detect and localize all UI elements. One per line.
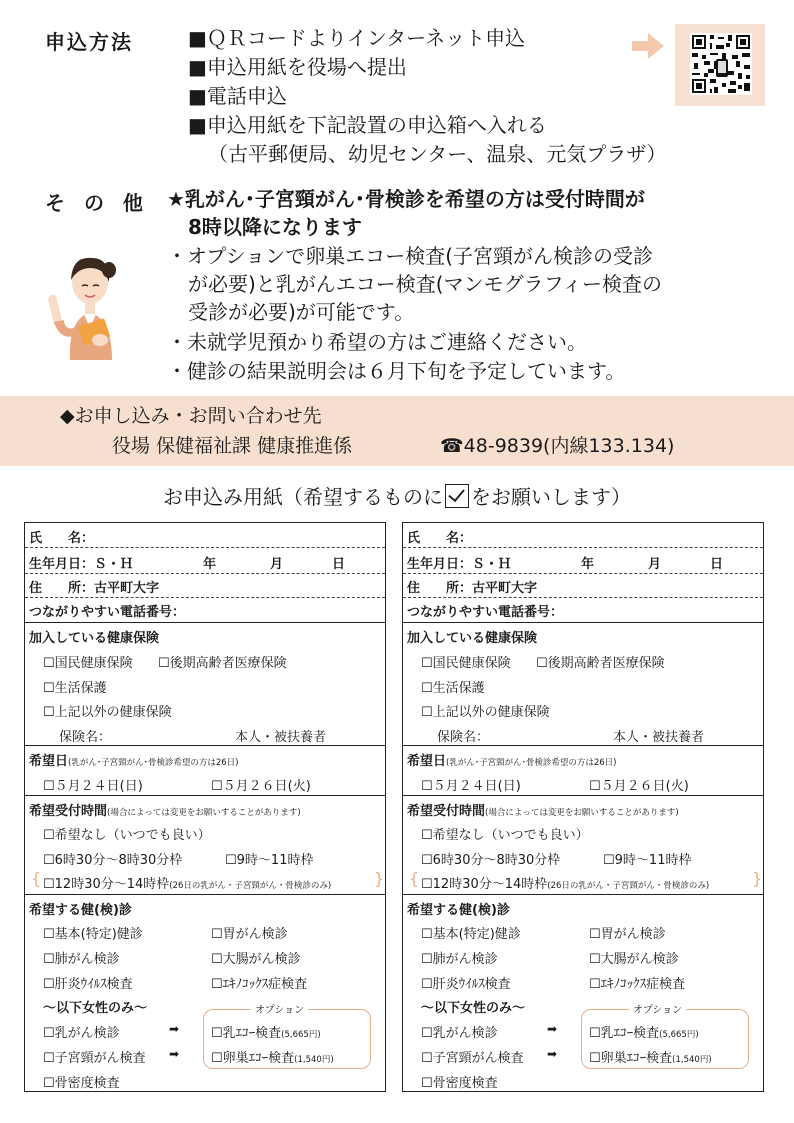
checkbox-echinococcus[interactable]: ☐ ｴｷﾉｺｯｸｽ症検査 xyxy=(589,973,685,992)
checkbox-time-1230[interactable]: ☐ 12時30分～14時枠(26日の乳がん・子宮頸がん・骨検診のみ) xyxy=(43,873,331,892)
checkbox-time-any[interactable]: ☐ 希望なし（いつでも良い） xyxy=(421,824,589,843)
checkbox-time-9[interactable]: ☐ 9時～11時枠 xyxy=(225,849,313,868)
dob-day: 日 xyxy=(332,557,346,572)
exam-heading: 希望する健(検)診 xyxy=(29,903,132,918)
address-field[interactable]: 住 所：古平町大字 xyxy=(407,581,538,596)
apply-method-qr: ■ＱＲコードよりインターネット申込 xyxy=(188,26,526,50)
dob-year: 年 xyxy=(581,557,595,572)
checkbox-breast-cancer[interactable]: ☐ 乳がん検診 xyxy=(421,1022,498,1041)
checkbox-time-9[interactable]: ☐ 9時～11時枠 xyxy=(603,849,691,868)
checkbox-other-insurance[interactable]: ☐ 上記以外の健康保険 xyxy=(43,701,172,720)
note-childcare: ・未就学児預かり希望の方はご連絡ください。 xyxy=(167,330,587,354)
phone-field[interactable]: つながりやすい電話番号： xyxy=(29,605,186,620)
checkbox-echinococcus[interactable]: ☐ ｴｷﾉｺｯｸｽ症検査 xyxy=(211,973,307,992)
arrow-right-icon: ➡ xyxy=(169,1047,180,1061)
dob-year: 年 xyxy=(203,557,217,572)
arrow-right-icon: ➡ xyxy=(547,1022,558,1036)
checkbox-date-24[interactable]: ☐ ５月２４日(日) xyxy=(421,775,521,794)
notice-star-line1: ★乳がん･子宮頸がん･骨検診を希望の方は受付時間が xyxy=(167,187,645,211)
checkbox-bone-density[interactable]: ☐ 骨密度検査 xyxy=(421,1072,498,1091)
checkbox-time-any[interactable]: ☐ 希望なし（いつでも良い） xyxy=(43,824,211,843)
checkbox-basic-checkup[interactable]: ☐ 基本(特定)健診 xyxy=(43,923,143,942)
note-option-line1: ・オプションで卵巣エコー検査(子宮頸がん検診の受診 xyxy=(167,244,654,268)
checkbox-ovary-echo[interactable]: ☐ 卵巣ｴｺｰ検査(1,540円) xyxy=(211,1047,334,1066)
checkbox-elderly-insurance[interactable]: ☐ 後期高齢者医療保険 xyxy=(158,652,287,671)
checkbox-colon-cancer[interactable]: ☐ 大腸がん検診 xyxy=(589,948,679,967)
time-heading: 希望受付時間(場合によっては変更をお願いすることがあります) xyxy=(407,804,679,819)
checkbox-hepatitis[interactable]: ☐ 肝炎ｳｲﾙｽ検査 xyxy=(421,973,511,992)
checkbox-date-26[interactable]: ☐ ５月２６日(火) xyxy=(589,775,689,794)
apply-method-phone: ■電話申込 xyxy=(188,84,287,108)
checkbox-welfare[interactable]: ☐ 生活保護 xyxy=(421,677,485,696)
dob-day: 日 xyxy=(710,557,724,572)
form-title xyxy=(0,481,794,510)
checkbox-breast-echo[interactable]: ☐ 乳ｴｺｰ検査(5,665円) xyxy=(589,1022,699,1041)
insurer-name-field[interactable]: 保険名： xyxy=(59,730,112,745)
name-field[interactable]: 氏 名： xyxy=(407,531,473,546)
note-results-meeting: ・健診の結果説明会は６月下旬を予定しています。 xyxy=(167,359,626,383)
option-label: オプション xyxy=(629,1001,686,1016)
checkbox-lung-cancer[interactable]: ☐ 肺がん検診 xyxy=(421,948,498,967)
arrow-right-icon: ➡ xyxy=(547,1047,558,1061)
other-heading: そ の 他 xyxy=(45,191,149,215)
insured-type[interactable]: 本人・被扶養者 xyxy=(235,730,327,745)
bracket-right: } xyxy=(374,869,385,888)
checkbox-cervical-cancer[interactable]: ☐ 子宮頸がん検査 xyxy=(43,1047,146,1066)
checkbox-elderly-insurance[interactable]: ☐ 後期高齢者医療保険 xyxy=(536,652,665,671)
contact-title: ◆お申し込み・お問い合わせ先 xyxy=(60,405,322,427)
checkbox-date-24[interactable]: ☐ ５月２４日(日) xyxy=(43,775,143,794)
checkbox-breast-echo[interactable]: ☐ 乳ｴｺｰ検査(5,665円) xyxy=(211,1022,321,1041)
nurse-illustration xyxy=(40,240,140,360)
time-heading: 希望受付時間(場合によっては変更をお願いすることがあります) xyxy=(29,804,301,819)
apply-heading: 申込方法 xyxy=(45,30,133,54)
checkbox-breast-cancer[interactable]: ☐ 乳がん検診 xyxy=(43,1022,120,1041)
checkbox-bone-density[interactable]: ☐ 骨密度検査 xyxy=(43,1072,120,1091)
checkbox-lung-cancer[interactable]: ☐ 肺がん検診 xyxy=(43,948,120,967)
checkbox-time-630[interactable]: ☐ 6時30分～8時30分枠 xyxy=(421,849,560,868)
notice-star-line2: 8時以降になります xyxy=(188,215,362,239)
checkbox-cervical-cancer[interactable]: ☐ 子宮頸がん検査 xyxy=(421,1047,524,1066)
checkbox-ovary-echo[interactable]: ☐ 卵巣ｴｺｰ検査(1,540円) xyxy=(589,1047,712,1066)
checkbox-hepatitis[interactable]: ☐ 肝炎ｳｲﾙｽ検査 xyxy=(43,973,133,992)
apply-method-box: ■申込用紙を下記設置の申込箱へ入れる xyxy=(188,113,547,137)
bracket-left: { xyxy=(31,869,42,888)
form-title-after: をお願いします） xyxy=(471,485,631,509)
insured-type[interactable]: 本人・被扶養者 xyxy=(613,730,705,745)
dob-month: 月 xyxy=(270,557,284,572)
qr-code[interactable] xyxy=(690,33,752,95)
apply-locations: （古平郵便局、幼児センター、温泉、元気プラザ） xyxy=(208,142,667,166)
checkmark-icon xyxy=(445,484,469,508)
women-only-label: ～以下女性のみ～ xyxy=(43,1001,148,1016)
apply-method-paper: ■申込用紙を役場へ提出 xyxy=(188,55,407,79)
contact-phone[interactable]: ☎48-9839(内線133.134) xyxy=(440,435,675,457)
checkbox-time-1230[interactable]: ☐ 12時30分～14時枠(26日の乳がん・子宮頸がん・骨検診のみ) xyxy=(421,873,709,892)
dob-month: 月 xyxy=(648,557,662,572)
name-field[interactable]: 氏 名： xyxy=(29,531,95,546)
checkbox-date-26[interactable]: ☐ ５月２６日(火) xyxy=(211,775,311,794)
checkbox-national-insurance[interactable]: ☐ 国民健康保険 xyxy=(421,652,511,671)
application-form-right xyxy=(402,522,764,1092)
bracket-right: } xyxy=(752,869,763,888)
note-option-line2: が必要)と乳がんエコー検査(マンモグラフィー検査の xyxy=(188,272,663,296)
insurance-heading: 加入している健康保険 xyxy=(29,631,160,646)
checkbox-welfare[interactable]: ☐ 生活保護 xyxy=(43,677,107,696)
contact-office: 役場 保健福祉課 健康推進係 xyxy=(112,435,353,457)
date-heading: 希望日(乳がん･子宮頸がん･骨検診希望の方は26日) xyxy=(29,754,239,769)
form-title-before: お申込み用紙（希望するものに xyxy=(163,485,443,509)
dob-field[interactable]: 生年月日：Ｓ・Ｈ xyxy=(407,557,512,572)
dob-field[interactable]: 生年月日：Ｓ・Ｈ xyxy=(29,557,134,572)
date-heading: 希望日(乳がん･子宮頸がん･骨検診希望の方は26日) xyxy=(407,754,617,769)
insurer-name-field[interactable]: 保険名： xyxy=(437,730,490,745)
checkbox-colon-cancer[interactable]: ☐ 大腸がん検診 xyxy=(211,948,301,967)
checkbox-national-insurance[interactable]: ☐ 国民健康保険 xyxy=(43,652,133,671)
checkbox-stomach-cancer[interactable]: ☐ 胃がん検診 xyxy=(211,923,288,942)
application-form-left xyxy=(24,522,386,1092)
option-label: オプション xyxy=(251,1001,308,1016)
phone-field[interactable]: つながりやすい電話番号： xyxy=(407,605,564,620)
exam-heading: 希望する健(検)診 xyxy=(407,903,510,918)
checkbox-time-630[interactable]: ☐ 6時30分～8時30分枠 xyxy=(43,849,182,868)
checkbox-other-insurance[interactable]: ☐ 上記以外の健康保険 xyxy=(421,701,550,720)
checkbox-stomach-cancer[interactable]: ☐ 胃がん検診 xyxy=(589,923,666,942)
note-option-line3: 受診が必要)が可能です。 xyxy=(188,300,415,324)
arrow-right-icon xyxy=(630,30,666,62)
insurance-heading: 加入している健康保険 xyxy=(407,631,538,646)
bracket-left: { xyxy=(409,869,420,888)
checkbox-basic-checkup[interactable]: ☐ 基本(特定)健診 xyxy=(421,923,521,942)
arrow-right-icon: ➡ xyxy=(169,1022,180,1036)
women-only-label: ～以下女性のみ～ xyxy=(421,1001,526,1016)
address-field[interactable]: 住 所：古平町大字 xyxy=(29,581,160,596)
